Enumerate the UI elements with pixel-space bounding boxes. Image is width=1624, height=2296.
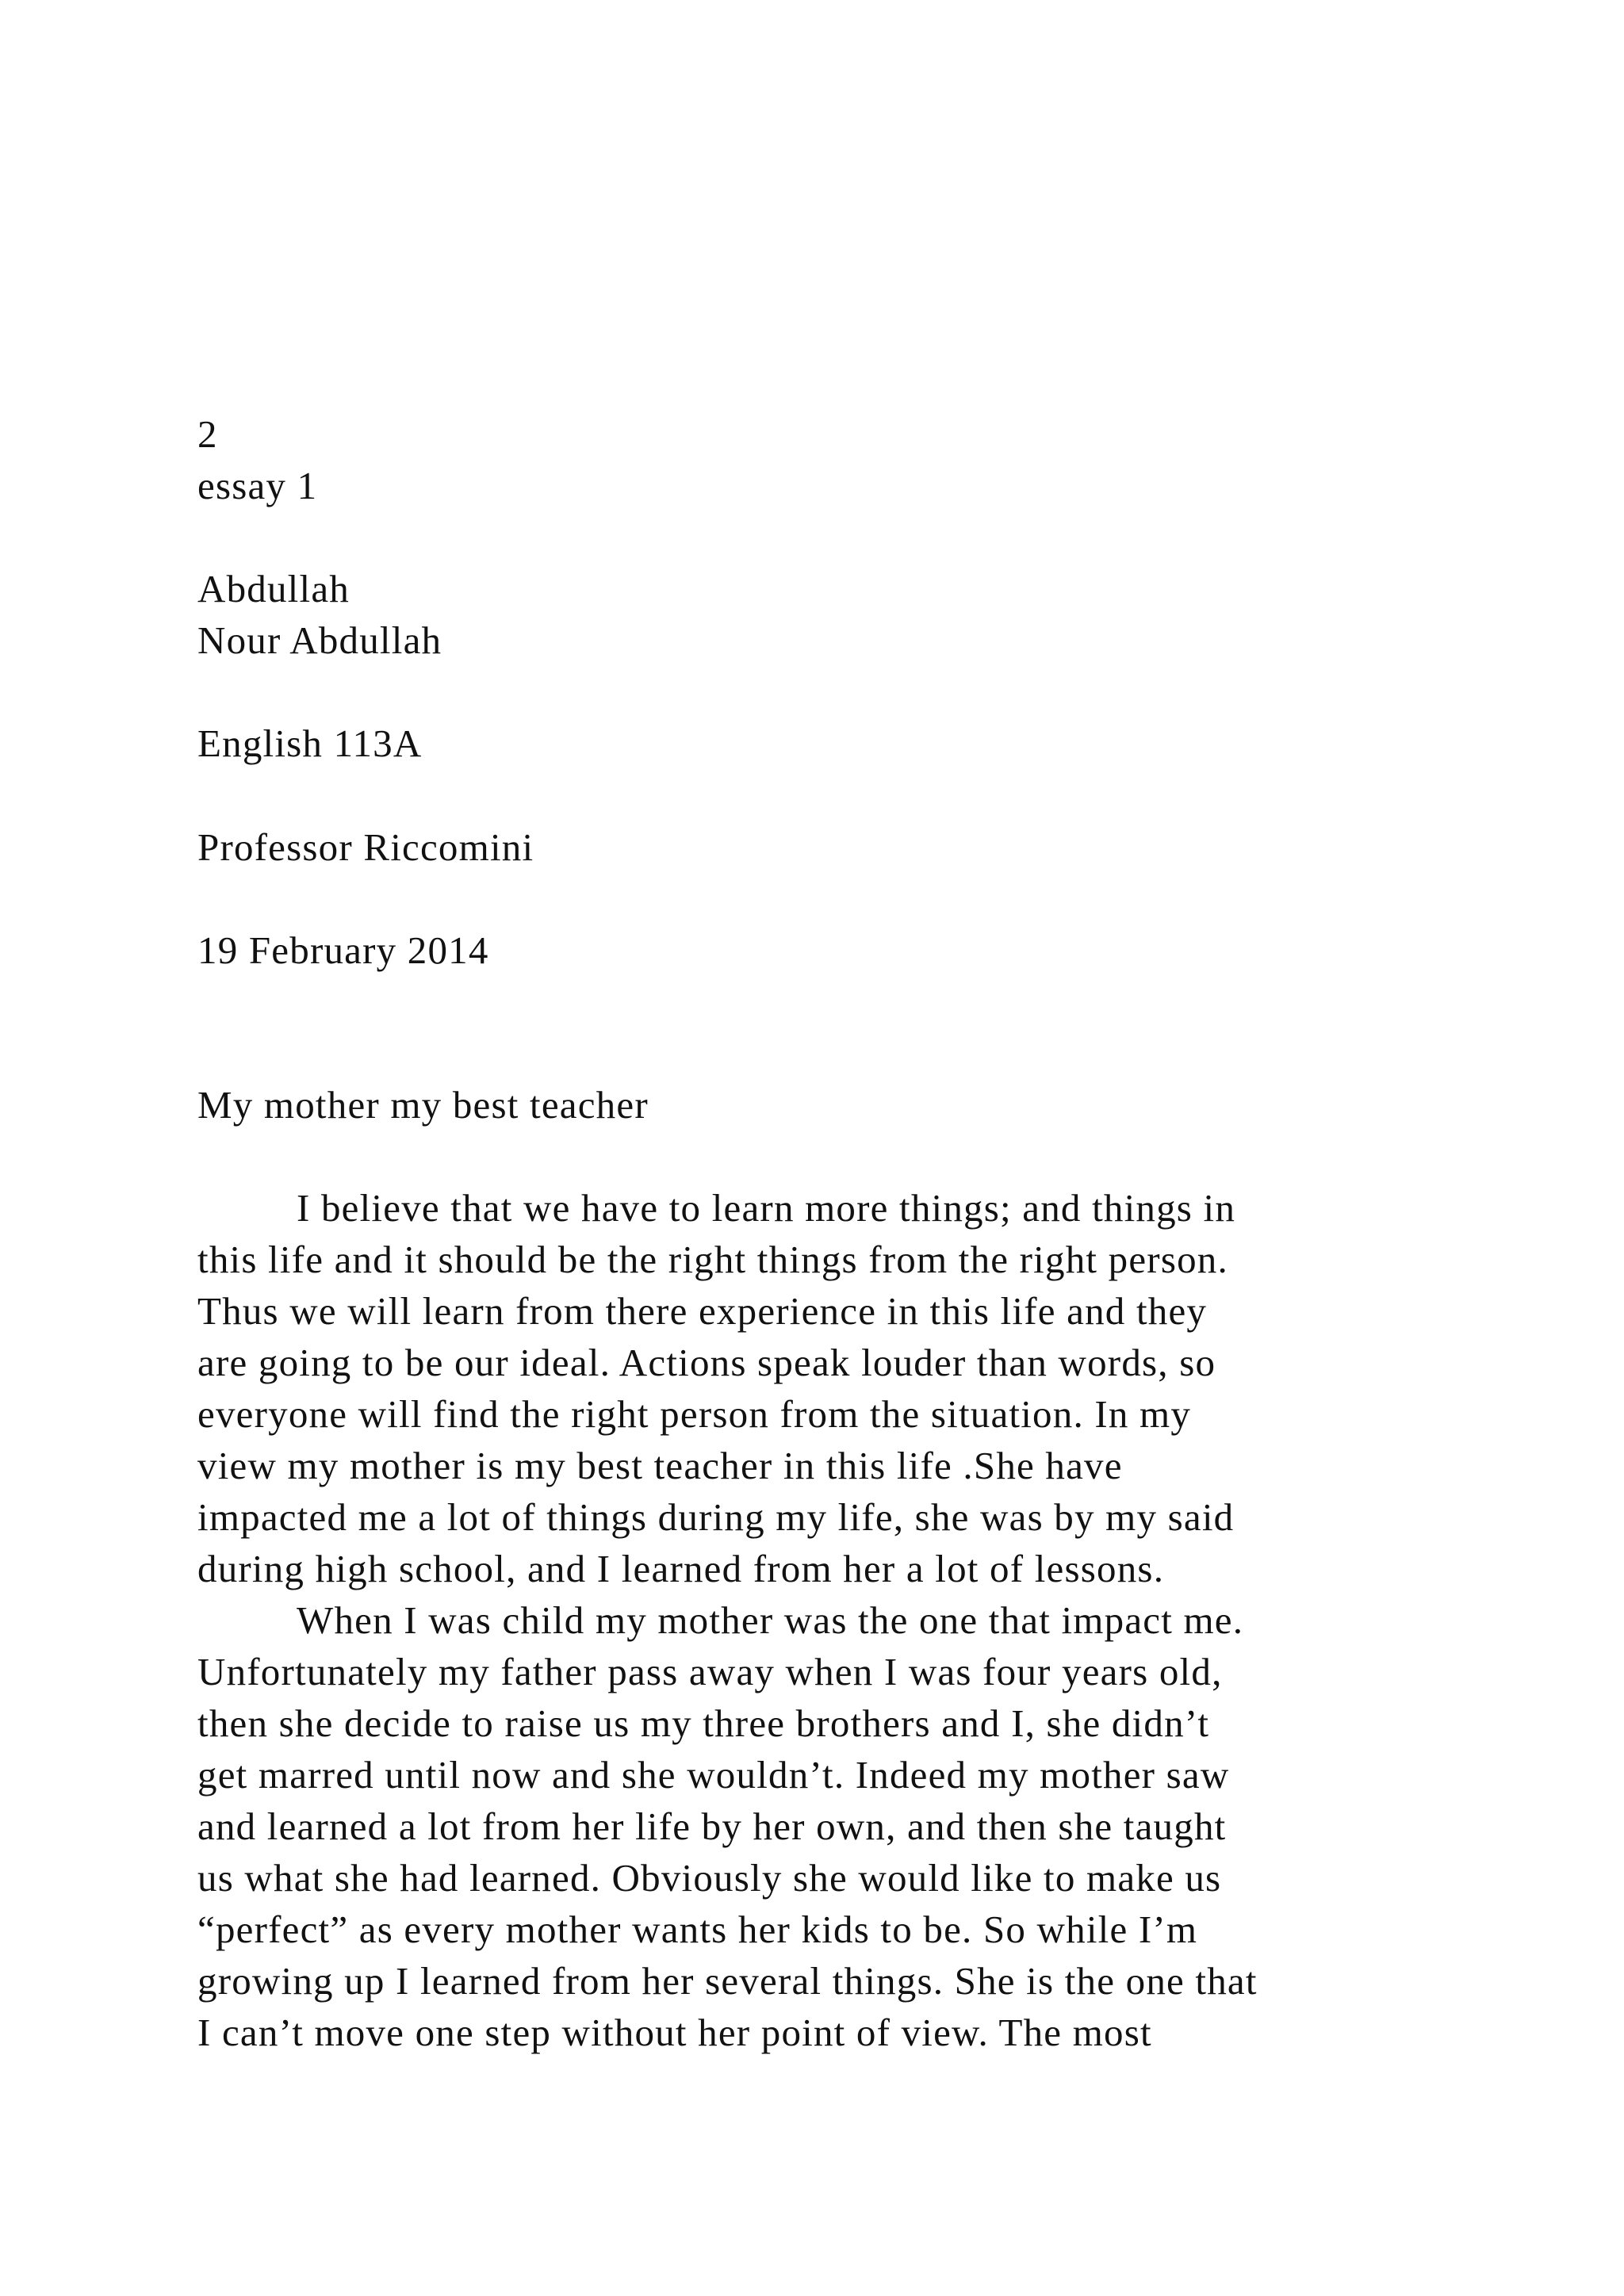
essay-title: My mother my best teacher — [197, 1083, 649, 1127]
body-line: us what she had learned. Obviously she would like to make us — [197, 1856, 1222, 1900]
body-line: When I was child my mother was the one that impact me. — [297, 1598, 1244, 1642]
body-line: then she decide to raise us my three brothers and I, she didn’t — [197, 1701, 1210, 1745]
body-line: during high school, and I learned from her a lot of lessons. — [197, 1547, 1165, 1590]
course-name: English 113A — [197, 721, 423, 765]
body-line: I believe that we have to learn more things; and things in — [297, 1186, 1236, 1230]
body-line: Unfortunately my father pass away when I was four years old, — [197, 1650, 1223, 1693]
body-line: view my mother is my best teacher in this life .She have — [197, 1444, 1123, 1487]
author-surname: Abdullah — [197, 567, 350, 610]
body-line: I can’t move one step without her point of view. The most — [197, 2011, 1152, 2054]
body-line: and learned a lot from her life by her own, and then she taught — [197, 1804, 1227, 1848]
running-head: essay 1 — [197, 464, 318, 507]
body-line: Thus we will learn from there experience in this life and they — [197, 1289, 1208, 1333]
instructor-name: Professor Riccomini — [197, 825, 534, 869]
body-line: this life and it should be the right things from the right person. — [197, 1238, 1228, 1281]
page-number: 2 — [197, 412, 218, 456]
essay-date: 19 February 2014 — [197, 928, 489, 972]
body-line: growing up I learned from her several things. She is the one that — [197, 1959, 1258, 2003]
body-line: “perfect” as every mother wants her kids to be. So while I’m — [197, 1908, 1198, 1951]
body-line: impacted me a lot of things during my life, she was by my said — [197, 1495, 1235, 1539]
body-line: everyone will find the right person from the situation. In my — [197, 1392, 1192, 1436]
body-line: get marred until now and she wouldn’t. Indeed my mother saw — [197, 1753, 1230, 1797]
author-full-name: Nour Abdullah — [197, 618, 442, 662]
body-line: are going to be our ideal. Actions speak louder than words, so — [197, 1341, 1216, 1384]
